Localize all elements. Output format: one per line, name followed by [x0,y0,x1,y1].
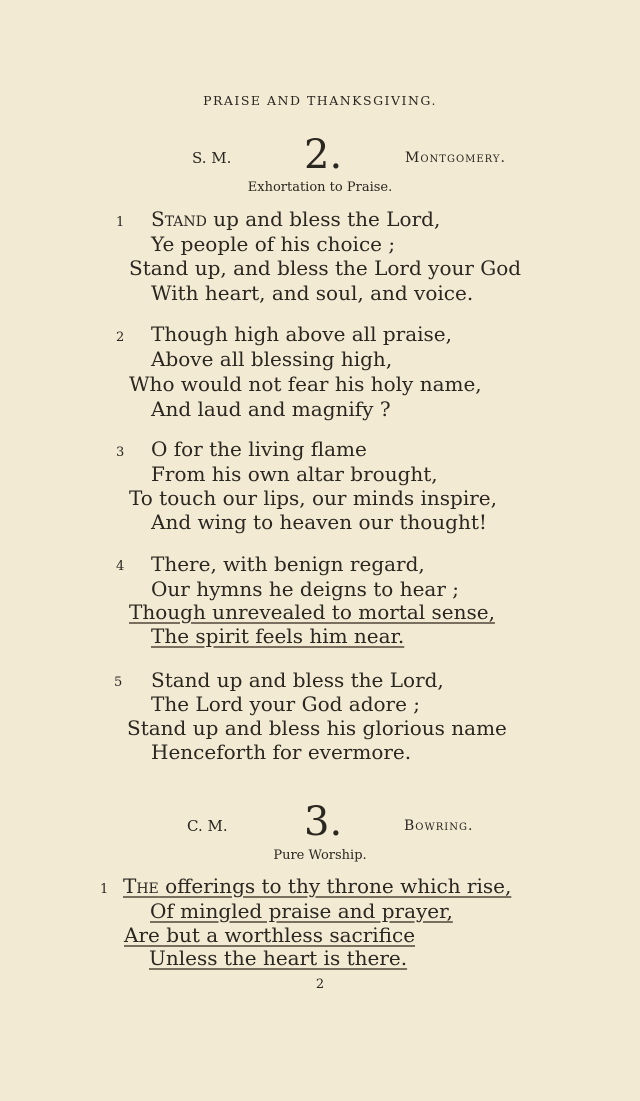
verse-line: Who would not fear his holy name, [129,372,482,396]
verse-line: Unless the heart is there. [149,946,408,970]
verse-line-text: offerings to thy throne which rise, [158,874,512,898]
verse-number: 1 [100,882,109,897]
verse-line: Though high above all praise, [151,322,452,346]
verse-number: 1 [116,215,125,230]
verse-line: From his own altar brought, [151,462,438,486]
hymn-3-meter: C. M. [187,817,228,835]
verse-line: To touch our lips, our minds inspire, [129,486,497,510]
verse-line: With heart, and soul, and voice. [151,281,474,305]
verse-line: The spirit feels him near. [151,624,405,648]
verse-number: 4 [116,559,125,574]
verse-number: 5 [114,675,123,690]
verse-line: And wing to heaven our thought! [151,510,487,534]
hymn-3-tune: Bowring. [404,818,474,834]
verse-line: Of mingled praise and prayer, [150,899,453,923]
verse-number: 3 [116,445,125,460]
verse-first-word: The [123,874,159,898]
page-number: 2 [315,977,325,992]
verse-line: And laud and magnify ? [151,397,391,421]
hymn-3-subtitle: Pure Worship. [273,848,367,863]
verse-line-text: up and bless the Lord, [206,207,441,231]
verse-line [123,874,511,898]
verse-line: The Lord your God adore ; [151,692,421,716]
verse-line [151,207,440,231]
verse-line: Stand up, and bless the Lord your God [129,256,522,280]
running-header: PRAISE AND THANKSGIVING. [203,93,437,108]
verse-line: Ye people of his choice ; [151,232,396,256]
hymn-3-number: 3. [304,799,343,845]
hymn-2-tune: Montgomery. [405,150,506,166]
verse-line: O for the living flame [151,437,367,461]
verse-line: Stand up and bless his glorious name [127,716,507,740]
verse-line: Stand up and bless the Lord, [151,668,444,692]
verse-first-word: Stand [151,207,207,231]
verse-line: Above all blessing high, [151,347,393,371]
verse-line: There, with benign regard, [151,552,425,576]
hymn-2-subtitle: Exhortation to Praise. [247,180,393,195]
verse-number: 2 [116,330,125,345]
verse-line: Henceforth for evermore. [151,740,412,764]
verse-line: Our hymns he deigns to hear ; [151,577,459,601]
verse-line: Are but a worthless sacrifice [124,923,416,947]
hymn-2-meter: S. M. [192,149,232,167]
verse-line: Though unrevealed to mortal sense, [129,600,495,624]
hymn-2-number: 2. [304,132,343,178]
